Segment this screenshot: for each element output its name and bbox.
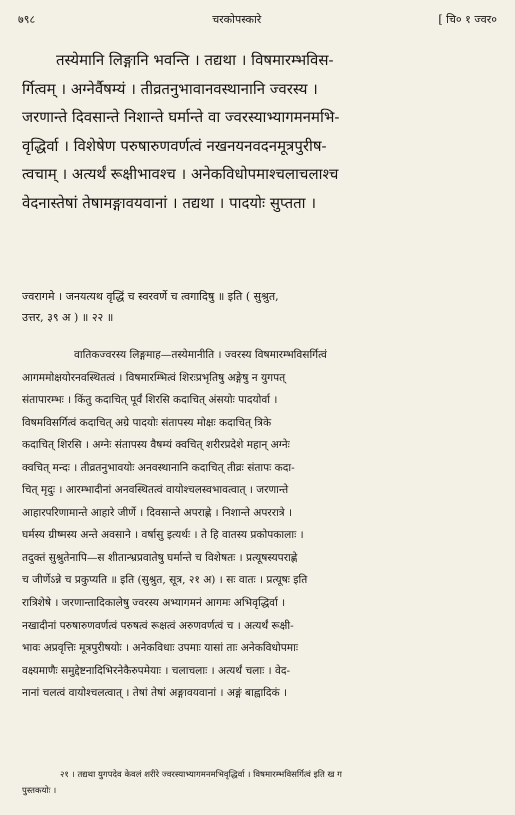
commentary-line: वक्ष्यमाणैः समुद्देष्टनादिभिरनेकैरुपमेयाः । चलाचलाः । अत्यर्थं चलाः । वेद- <box>22 664 291 677</box>
commentary-block <box>22 344 495 705</box>
commentary-line: विषमविसर्गित्वं कदाचित् अग्रे पादयोः संतापस्य मोक्षः कदाचित् त्रिके <box>22 416 272 429</box>
commentary-line: वातिकज्वरस्य लिङ्गमाह—तस्येमानीति । ज्वरस्य विषमारम्भविसर्गित्वं <box>74 349 327 361</box>
commentary-line: चित् मृदुः । आरम्भादीनां अनवस्थितत्वं वायोश्चलस्वभावत्वात् । जरणान्ते <box>22 484 289 497</box>
footnote-line: पुस्तकयोः । <box>22 786 57 796</box>
commentary-line: क्वचित् मन्दः । तीव्रतनुभावयोः अनवस्थानानि कदाचित् तीव्रः संतापः कदा- <box>22 461 295 474</box>
commentary-line: भावः अप्रवृत्तिः मूत्रपुरीषयोः । अनेकविधाः उपमाः यासां ताः अनेकविधोपमाः <box>22 642 298 655</box>
commentary-line: नानां चलत्वं वायोश्चलत्वात् । तेषां तेषां अङ्गावयवानां । अङ्गं बाह्वादिकं । <box>22 687 288 700</box>
verse-line: र्गित्वम् । अग्नेर्वैषम्यं । तीव्रतनुभावानवस्थानानि ज्वरस्य । <box>22 79 318 98</box>
footnote-line: २१ । तद्यथा युगपदेव केवलं शरीरे ज्वरस्याभ्यागमनमभिवृद्धिर्वा । विषमारम्भविसर्गित्वं इति ख ग <box>60 770 342 780</box>
commentary-line: च जीर्णेऽन्ने च प्रकुप्यति ॥ इति (सुश्रुत, सूत्र, २१ अ) । सः वातः । प्रत्यूषः इति <box>22 574 308 587</box>
commentary-line: कदाचित् शिरसि । अग्नेः संतापस्य वैषम्यं क्वचित् शरीरप्रदेशे महान् अग्नेः <box>22 439 290 452</box>
page-header <box>18 8 497 30</box>
verse-line: जरणान्ते दिवसान्ते निशान्ते घर्मान्ते वा ज्वरस्याभ्यागमनमभि- <box>22 108 340 126</box>
reference-line: ज्वरागमे । जनयत्यथ वृद्धिं च स्वरवर्णे च त्वगादिषु ॥ इति ( सुश्रुत, <box>22 290 279 303</box>
verse-line: वृद्धिर्वा । विशेषेण परुषारुणवर्णत्वं नखनयनवदनमूत्रपुरीष- <box>22 136 327 155</box>
commentary-line: रात्रिशेषे । जरणान्तादिकालेषु ज्वरस्य अभ्यागमनं आगमः अभिवृद्धिर्वा । <box>22 597 286 610</box>
verse-line: तस्येमानि लिङ्गानि भवन्ति । तद्यथा । विषमारम्भविस- <box>56 51 334 69</box>
commentary-line: आहारपरिणामान्ते आहारे जीर्णे । दिवसान्ते अपराह्णे । निशान्ते अपररात्रे । <box>22 506 293 519</box>
reference-block <box>22 286 495 328</box>
section-reference: [ चि० १ ज्वर० <box>438 12 497 26</box>
page-number: ७९८ <box>18 12 36 26</box>
commentary-line: संतापारम्भः । किंतु कदाचित् पूर्वं शिरसि कदाचित् अंसयोः पादयोर्वा । <box>22 394 278 407</box>
verse-line: त्वचाम् । अत्यर्थं रूक्षीभावश्च । अनेकविधोपमाश्चलाचलाश्च <box>22 165 339 183</box>
commentary-line: घर्मस्य ग्रीष्मस्य अन्ते अवसाने । वर्षासु इत्यर्थः । ते हि वातस्य प्रकोपकालाः । <box>22 529 304 542</box>
reference-line: उत्तर, ३९ अ ) ॥ २२ ॥ <box>22 311 114 324</box>
commentary-line: नखादीनां परुषारुणवर्णत्वं परुषत्वं रूक्षत्वं अरुणवर्णत्वं च । अत्यर्थं रूक्षी- <box>22 619 294 632</box>
footnote-block <box>22 767 495 799</box>
verse-line: वेदनास्तेषां तेषामङ्गावयवानां । तद्यथा । पादयोः सुप्तता । <box>22 193 317 212</box>
commentary-line: तदुक्तं सुश्रुतेनापि—स शीतान्भ्रप्रवातेषु घर्मान्ते च विशेषतः । प्रत्यूषस्यपराह्णे <box>22 551 298 564</box>
commentary-line: आगममोक्षयोरनवस्थितत्वं । विषमारम्भित्वं शिरःप्रभृतिषु अङ्गेषु न युगपत् <box>22 371 286 384</box>
running-title: चरकोपस्कारे <box>212 12 262 26</box>
main-verse-text <box>22 46 495 217</box>
